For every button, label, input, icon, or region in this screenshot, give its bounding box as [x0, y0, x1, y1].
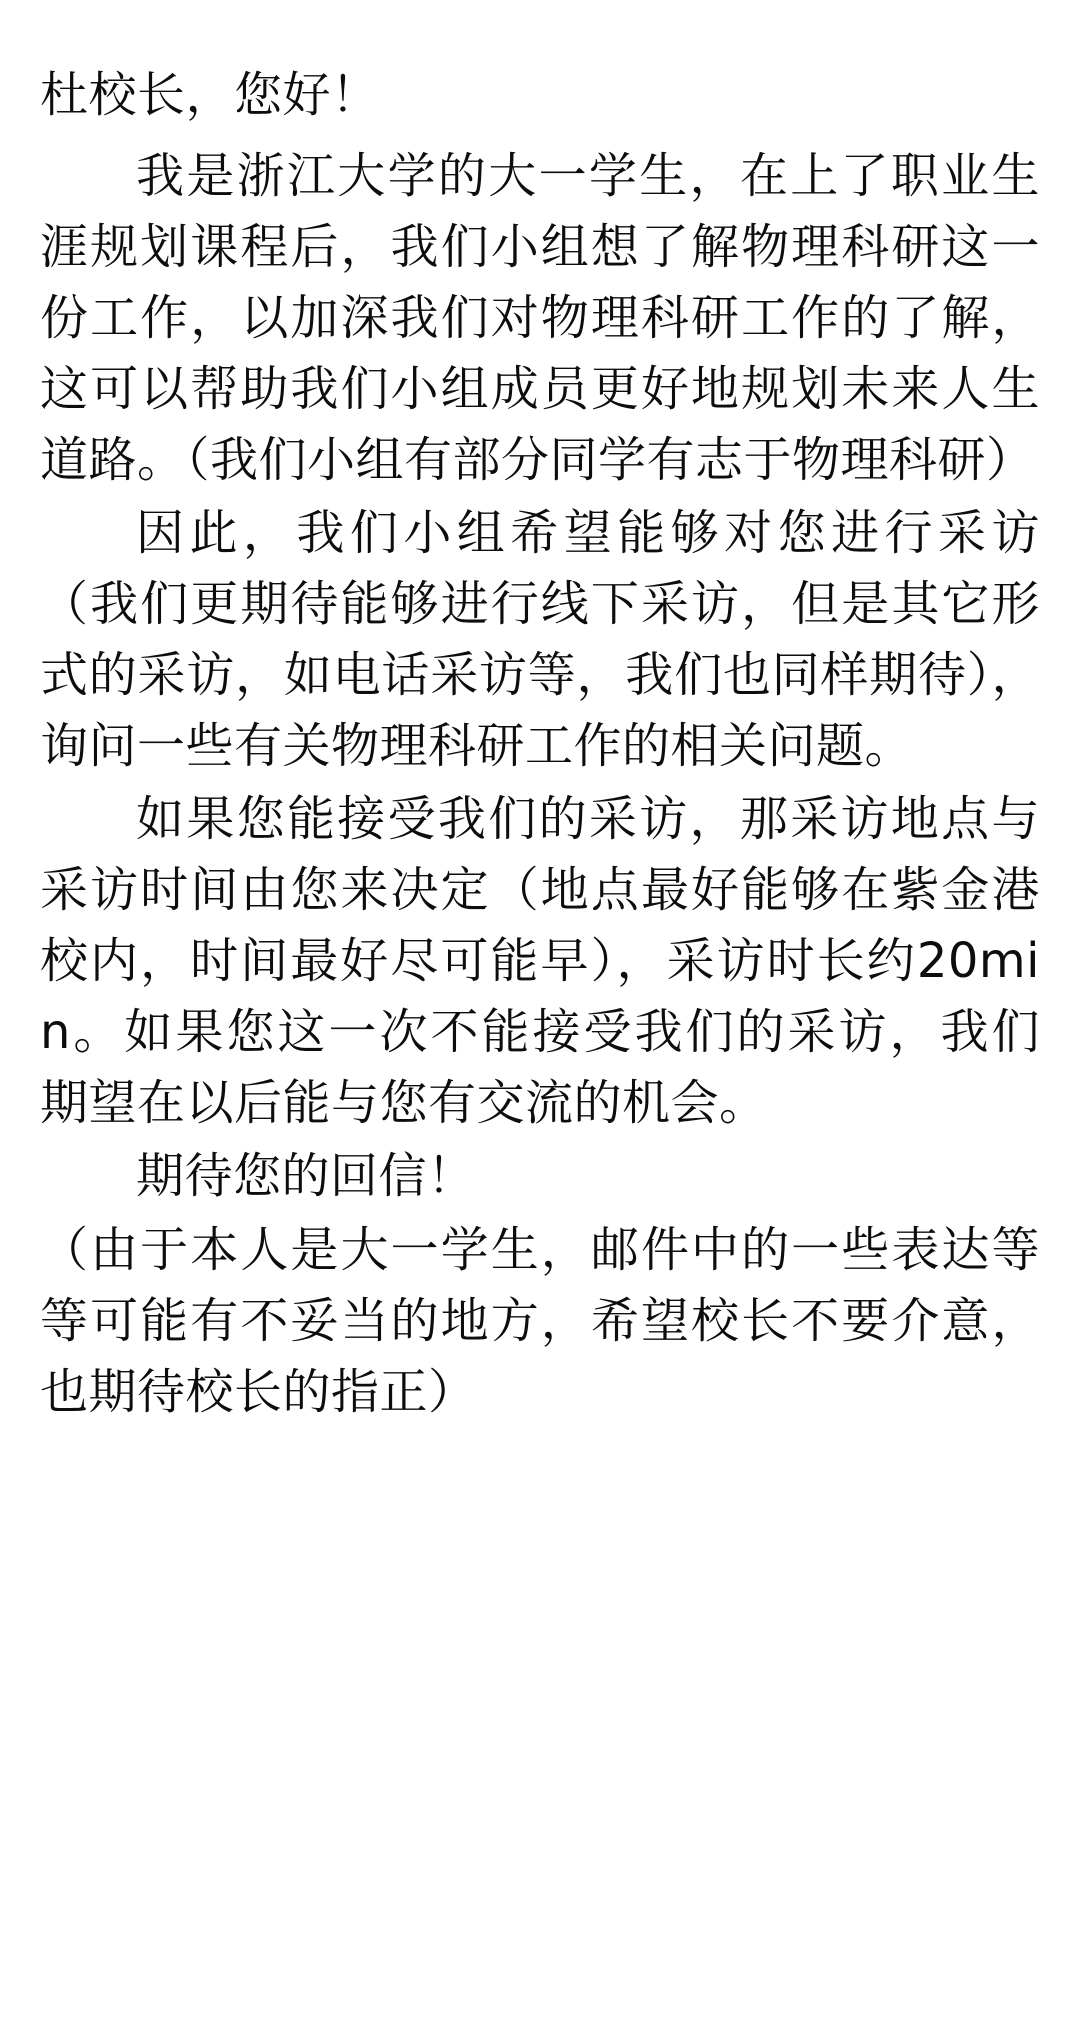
letter-body	[40, 60, 1040, 1428]
paragraph-arrangement: 如果您能接受我们的采访，那采访地点与采访时间由您来决定（地点最好能够在紫金港校内，时间最好尽可能早），采访时长约20min。如果您这一次不能接受我们的采访，我们期望在以后能与您有交流的机会。	[40, 791, 1040, 1132]
paragraph-salutation: 杜校长，您好！	[40, 67, 380, 123]
paragraph-intro: 我是浙江大学的大一学生，在上了职业生涯规划课程后，我们小组想了解物理科研这一份工作，以加深我们对物理科研工作的了解，这可以帮助我们小组成员更好地规划未来人生道路。（我们小组有部分同学有志于物理科研）	[40, 148, 1040, 489]
paragraph-postscript: （由于本人是大一学生，邮件中的一些表达等等可能有不妥当的地方，希望校长不要介意，也期待校长的指正）	[40, 1221, 1040, 1420]
paragraph-closing: 期待您的回信！	[136, 1148, 476, 1205]
paragraph-request: 因此，我们小组希望能够对您进行采访（我们更期待能够进行线下采访，但是其它形式的采访，如电话采访等，我们也同样期待），询问一些有关物理科研工作的相关问题。	[40, 505, 1040, 775]
